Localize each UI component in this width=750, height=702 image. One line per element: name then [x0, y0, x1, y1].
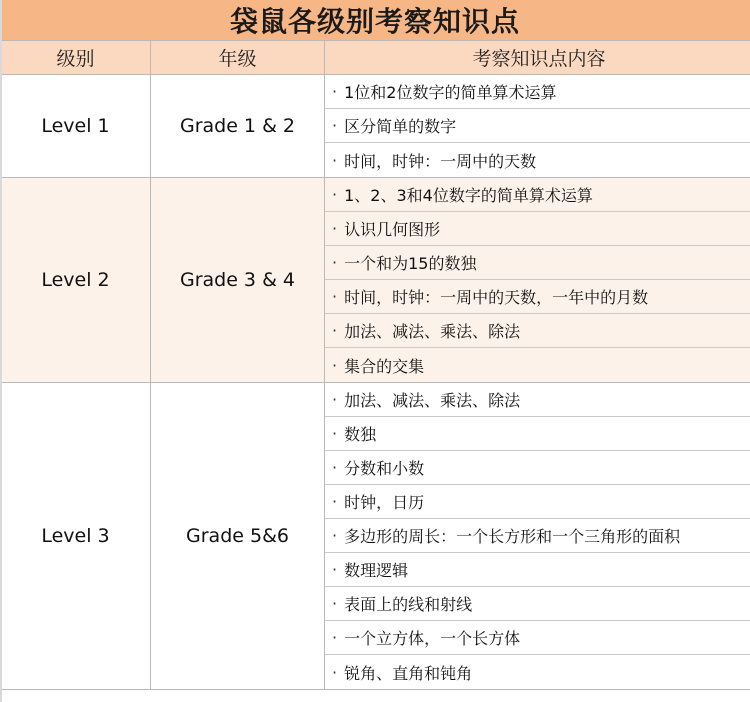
list-item — [325, 143, 750, 177]
item-text: 表面上的线和射线 — [344, 595, 473, 614]
item-text: 加法、减法、乘法、除法 — [344, 391, 521, 410]
list-item — [325, 178, 750, 212]
item-text: 加法、减法、乘法、除法 — [344, 322, 521, 341]
item-text: 时钟，日历 — [344, 493, 425, 512]
header-level: 级别 — [1, 41, 151, 75]
bullet-icon: · — [332, 82, 338, 101]
level-cell: Level 1 — [1, 75, 151, 178]
item-text: 分数和小数 — [344, 459, 425, 478]
bullet-icon: · — [332, 560, 338, 579]
list-item — [325, 75, 750, 109]
bullet-icon: · — [332, 253, 338, 272]
list-item — [325, 280, 750, 314]
bullet-icon: · — [332, 219, 338, 238]
list-item — [325, 109, 750, 143]
bullet-icon: · — [332, 594, 338, 613]
page-title: 袋鼠各级别考察知识点 — [0, 0, 750, 40]
table-row-level-2 — [1, 178, 750, 383]
bullet-icon: · — [332, 390, 338, 409]
bullet-icon: · — [332, 526, 338, 545]
list-item — [325, 348, 750, 382]
table-row-level-1 — [1, 75, 750, 178]
table-header-row — [1, 41, 750, 75]
bullet-icon: · — [332, 321, 338, 340]
list-item — [325, 417, 750, 451]
list-item — [325, 553, 750, 587]
bullet-icon: · — [332, 185, 338, 204]
grade-cell: Grade 5&6 — [151, 383, 325, 690]
content-cell — [325, 383, 750, 690]
list-item — [325, 485, 750, 519]
bullet-icon: · — [332, 492, 338, 511]
content-cell — [325, 75, 750, 178]
list-item — [325, 246, 750, 280]
list-item — [325, 383, 750, 417]
bullet-icon: · — [332, 150, 338, 170]
bullet-icon: · — [332, 116, 338, 135]
item-text: 多边形的周长：一个长方形和一个三角形的面积 — [344, 527, 681, 546]
level-cell: Level 2 — [1, 178, 151, 383]
header-grade: 年级 — [151, 41, 325, 75]
list-item — [325, 451, 750, 485]
bullet-icon: · — [332, 628, 338, 647]
header-content: 考察知识点内容 — [325, 41, 750, 75]
knowledge-table — [0, 40, 750, 690]
list-item — [325, 314, 750, 348]
level-cell: Level 3 — [1, 383, 151, 690]
list-item — [325, 212, 750, 246]
bullet-icon: · — [332, 424, 338, 443]
content-cell — [325, 178, 750, 383]
bullet-icon: · — [332, 355, 338, 375]
item-text: 集合的交集 — [344, 356, 425, 376]
bullet-icon: · — [332, 458, 338, 477]
item-text: 区分简单的数字 — [344, 117, 457, 136]
grade-cell: Grade 1 & 2 — [151, 75, 325, 178]
item-text: 认识几何图形 — [344, 220, 441, 239]
item-text: 时间，时钟：一周中的天数，一年中的月数 — [344, 288, 649, 307]
item-text: 数理逻辑 — [344, 561, 409, 580]
list-item — [325, 519, 750, 553]
item-text: 一个和为15的数独 — [344, 254, 477, 273]
item-text: 1位和2位数字的简单算术运算 — [344, 83, 557, 102]
list-item — [325, 655, 750, 689]
item-text: 锐角、直角和钝角 — [344, 663, 473, 683]
item-text: 数独 — [344, 425, 377, 444]
list-item — [325, 621, 750, 655]
item-text: 一个立方体，一个长方体 — [344, 629, 521, 648]
grade-cell: Grade 3 & 4 — [151, 178, 325, 383]
list-item — [325, 587, 750, 621]
bullet-icon: · — [332, 287, 338, 306]
item-text: 时间，时钟：一周中的天数 — [344, 151, 537, 171]
item-text: 1、2、3和4位数字的简单算术运算 — [344, 186, 593, 205]
table-row-level-3 — [1, 383, 750, 690]
bullet-icon: · — [332, 662, 338, 682]
